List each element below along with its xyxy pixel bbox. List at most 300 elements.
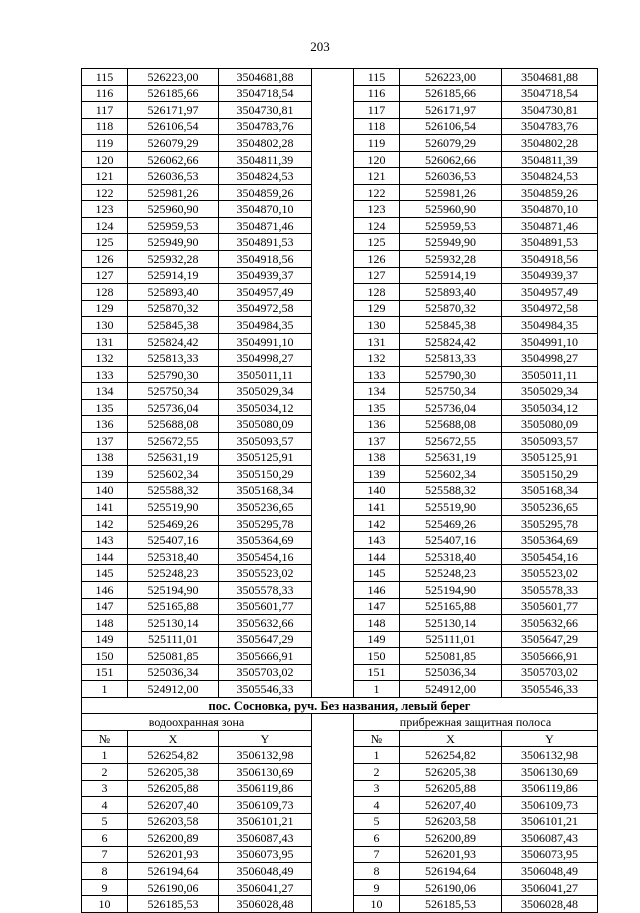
right-coord-y: 3506119,86 [502,780,598,797]
table-row [82,383,598,400]
right-coord-x: 525602,34 [400,466,502,483]
left-point-number: 132 [82,350,128,367]
table-row [82,284,598,301]
left-coord-x: 524912,00 [128,681,219,698]
right-point-number: 123 [354,201,400,218]
left-point-number: 9 [82,879,128,896]
gap-cell [312,466,354,483]
right-coord-x: 526203,58 [400,813,502,830]
left-coord-x: 525981,26 [128,184,219,201]
gap-cell [312,631,354,648]
gap-cell [312,416,354,433]
section-title: пос. Сосновка, руч. Без названия, левый берег [82,697,598,714]
right-point-number: 136 [354,416,400,433]
right-point-number: 5 [354,813,400,830]
gap-cell [312,284,354,301]
left-coord-y: 3506109,73 [219,797,312,814]
right-point-number: 118 [354,118,400,135]
left-point-number: 122 [82,184,128,201]
right-coord-x: 525914,19 [400,267,502,284]
left-point-number: 126 [82,251,128,268]
left-point-number: 116 [82,85,128,102]
right-coord-y: 3505029,34 [502,383,598,400]
right-coord-x: 526171,97 [400,102,502,119]
left-point-number: 5 [82,813,128,830]
right-col-x-header: X [400,730,502,747]
right-coord-x: 525750,34 [400,383,502,400]
gap-cell [312,648,354,665]
left-point-number: 1 [82,681,128,698]
table-row [82,681,598,698]
right-coord-y: 3504730,81 [502,102,598,119]
right-coord-y: 3504859,26 [502,184,598,201]
left-coord-x: 525588,32 [128,482,219,499]
left-coord-x: 525318,40 [128,548,219,565]
left-point-number: 142 [82,515,128,532]
right-coord-x: 525631,19 [400,449,502,466]
left-coord-y: 3505703,02 [219,664,312,681]
table-row [82,466,598,483]
table-row [82,763,598,780]
left-coord-x: 525949,90 [128,234,219,251]
right-coord-x: 525790,30 [400,366,502,383]
right-coord-x: 525407,16 [400,532,502,549]
right-coord-y: 3505150,29 [502,466,598,483]
gap-cell [312,383,354,400]
right-coord-y: 3506132,98 [502,747,598,764]
right-coord-y: 3505364,69 [502,532,598,549]
gap-cell [312,896,354,913]
table-row [82,135,598,152]
left-coord-x: 525688,08 [128,416,219,433]
table-row [82,615,598,632]
gap-cell [312,333,354,350]
table-row [82,201,598,218]
left-coord-y: 3505150,29 [219,466,312,483]
coordinates-table-body-1 [82,69,598,698]
right-point-number: 147 [354,598,400,615]
right-coord-x: 526223,00 [400,69,502,86]
right-point-number: 145 [354,565,400,582]
right-coord-y: 3504802,28 [502,135,598,152]
right-coord-x: 525813,33 [400,350,502,367]
left-coord-y: 3505011,11 [219,366,312,383]
left-coord-y: 3505168,34 [219,482,312,499]
left-point-number: 7 [82,846,128,863]
right-coord-y: 3505523,02 [502,565,598,582]
right-coord-x: 525111,01 [400,631,502,648]
table-row [82,581,598,598]
right-coord-x: 526200,89 [400,830,502,847]
left-point-number: 118 [82,118,128,135]
right-coord-x: 526106,54 [400,118,502,135]
right-coord-y: 3505647,29 [502,631,598,648]
left-coord-y: 3504783,76 [219,118,312,135]
right-coord-y: 3504991,10 [502,333,598,350]
left-point-number: 149 [82,631,128,648]
gap-cell [312,532,354,549]
right-point-number: 1 [354,681,400,698]
table-row [82,532,598,549]
left-point-number: 1 [82,747,128,764]
right-point-number: 9 [354,879,400,896]
left-coord-y: 3505546,33 [219,681,312,698]
left-coord-y: 3506132,98 [219,747,312,764]
right-coord-y: 3504984,35 [502,317,598,334]
right-coord-x: 524912,00 [400,681,502,698]
table-row [82,449,598,466]
gap-cell [312,515,354,532]
right-coord-x: 526079,29 [400,135,502,152]
left-point-number: 117 [82,102,128,119]
right-coord-x: 526194,64 [400,863,502,880]
right-point-number: 122 [354,184,400,201]
table-row [82,416,598,433]
gap-cell [312,581,354,598]
left-coord-x: 525672,55 [128,433,219,450]
left-coord-y: 3506073,95 [219,846,312,863]
left-point-number: 141 [82,499,128,516]
table-row [82,217,598,234]
right-point-number: 149 [354,631,400,648]
left-coord-y: 3505632,66 [219,615,312,632]
left-coord-y: 3505666,91 [219,648,312,665]
right-point-number: 143 [354,532,400,549]
gap-cell [312,399,354,416]
right-coord-y: 3504939,37 [502,267,598,284]
left-coord-y: 3504871,46 [219,217,312,234]
column-header-row [82,730,598,747]
left-point-number: 120 [82,151,128,168]
left-point-number: 10 [82,896,128,913]
left-coord-y: 3505523,02 [219,565,312,582]
right-point-number: 130 [354,317,400,334]
table-row [82,846,598,863]
coordinates-table-body-2 [82,697,598,912]
right-coord-y: 3506028,48 [502,896,598,913]
left-coord-x: 525165,88 [128,598,219,615]
right-coord-x: 525130,14 [400,615,502,632]
right-point-number: 132 [354,350,400,367]
right-coord-y: 3506041,27 [502,879,598,896]
right-coord-y: 3505168,34 [502,482,598,499]
right-coord-x: 525165,88 [400,598,502,615]
left-coord-x: 526203,58 [128,813,219,830]
left-coord-x: 526194,64 [128,863,219,880]
left-coord-x: 526254,82 [128,747,219,764]
left-point-number: 139 [82,466,128,483]
right-point-number: 139 [354,466,400,483]
gap-cell [312,747,354,764]
left-coord-y: 3504939,37 [219,267,312,284]
gap-cell [312,730,354,747]
left-point-number: 150 [82,648,128,665]
table-row [82,598,598,615]
left-coord-y: 3505080,09 [219,416,312,433]
right-coord-x: 525959,53 [400,217,502,234]
gap-cell [312,664,354,681]
left-coord-x: 526079,29 [128,135,219,152]
left-point-number: 8 [82,863,128,880]
right-point-number: 116 [354,85,400,102]
left-point-number: 148 [82,615,128,632]
table-row [82,830,598,847]
section-title-row [82,697,598,714]
left-coord-y: 3505029,34 [219,383,312,400]
left-coord-x: 526223,00 [128,69,219,86]
left-coord-y: 3504918,56 [219,251,312,268]
table-row [82,664,598,681]
left-coord-x: 526200,89 [128,830,219,847]
gap-cell [312,184,354,201]
right-point-number: 121 [354,168,400,185]
gap-cell [312,433,354,450]
right-coord-y: 3504998,27 [502,350,598,367]
left-coord-x: 525248,23 [128,565,219,582]
left-coord-x: 525130,14 [128,615,219,632]
right-point-number: 150 [354,648,400,665]
table-row [82,234,598,251]
right-coord-y: 3504811,39 [502,151,598,168]
right-coord-x: 525194,90 [400,581,502,598]
left-coord-y: 3505647,29 [219,631,312,648]
table-row [82,350,598,367]
left-coord-y: 3505578,33 [219,581,312,598]
right-col-y-header: Y [502,730,598,747]
table-row [82,184,598,201]
left-point-number: 138 [82,449,128,466]
right-point-number: 125 [354,234,400,251]
right-coord-y: 3505011,11 [502,366,598,383]
left-point-number: 146 [82,581,128,598]
table-row [82,499,598,516]
zone-header-row [82,714,598,731]
left-coord-x: 525824,42 [128,333,219,350]
gap-cell [312,251,354,268]
table-row [82,433,598,450]
right-coord-y: 3505236,65 [502,499,598,516]
left-coord-x: 526190,06 [128,879,219,896]
left-coord-x: 525194,90 [128,581,219,598]
right-coord-x: 525893,40 [400,284,502,301]
right-coord-x: 525469,26 [400,515,502,532]
gap-cell [312,317,354,334]
left-coord-x: 526185,53 [128,896,219,913]
left-coord-y: 3505364,69 [219,532,312,549]
table-row [82,879,598,896]
table-row [82,482,598,499]
table-row [82,399,598,416]
right-coord-y: 3506087,43 [502,830,598,847]
right-point-number: 6 [354,830,400,847]
left-coord-x: 526205,88 [128,780,219,797]
right-coord-x: 525981,26 [400,184,502,201]
right-coord-x: 525949,90 [400,234,502,251]
right-point-number: 8 [354,863,400,880]
left-coord-x: 526036,53 [128,168,219,185]
gap-cell [312,69,354,86]
gap-cell [312,366,354,383]
right-point-number: 142 [354,515,400,532]
left-point-number: 133 [82,366,128,383]
right-coord-y: 3504824,53 [502,168,598,185]
left-coord-x: 526205,38 [128,763,219,780]
gap-cell [312,217,354,234]
gap-cell [312,863,354,880]
gap-cell [312,135,354,152]
right-coord-x: 525736,04 [400,399,502,416]
left-coord-x: 525750,34 [128,383,219,400]
table-row [82,780,598,797]
table-row [82,631,598,648]
left-zone-header: водоохранная зона [82,714,312,731]
left-point-number: 135 [82,399,128,416]
right-coord-y: 3506130,69 [502,763,598,780]
right-coord-y: 3505578,33 [502,581,598,598]
left-coord-y: 3505236,65 [219,499,312,516]
right-coord-x: 526201,93 [400,846,502,863]
right-coord-y: 3504891,53 [502,234,598,251]
left-point-number: 125 [82,234,128,251]
table-row [82,515,598,532]
gap-cell [312,846,354,863]
left-coord-y: 3504972,58 [219,300,312,317]
gap-cell [312,548,354,565]
right-point-number: 148 [354,615,400,632]
gap-cell [312,201,354,218]
left-coord-x: 525407,16 [128,532,219,549]
left-coord-x: 526207,40 [128,797,219,814]
left-coord-y: 3506041,27 [219,879,312,896]
right-coord-y: 3504871,46 [502,217,598,234]
right-coord-x: 525870,32 [400,300,502,317]
right-point-number: 126 [354,251,400,268]
left-point-number: 144 [82,548,128,565]
left-point-number: 3 [82,780,128,797]
right-point-number: 127 [354,267,400,284]
left-coord-y: 3504681,88 [219,69,312,86]
right-coord-y: 3506073,95 [502,846,598,863]
left-coord-x: 525959,53 [128,217,219,234]
right-coord-x: 525688,08 [400,416,502,433]
left-coord-y: 3505034,12 [219,399,312,416]
left-coord-y: 3506087,43 [219,830,312,847]
left-coord-y: 3504730,81 [219,102,312,119]
table-row [82,168,598,185]
left-point-number: 128 [82,284,128,301]
gap-cell [312,267,354,284]
right-point-number: 124 [354,217,400,234]
left-coord-x: 525736,04 [128,399,219,416]
table-row [82,333,598,350]
left-coord-x: 525036,34 [128,664,219,681]
right-point-number: 2 [354,763,400,780]
right-point-number: 137 [354,433,400,450]
left-coord-x: 525893,40 [128,284,219,301]
left-col-y-header: Y [219,730,312,747]
gap-cell [312,168,354,185]
left-coord-x: 525932,28 [128,251,219,268]
left-coord-x: 526185,66 [128,85,219,102]
right-coord-x: 526254,82 [400,747,502,764]
left-coord-y: 3504998,27 [219,350,312,367]
right-zone-header: прибрежная защитная полоса [354,714,598,731]
right-coord-x: 525960,90 [400,201,502,218]
gap-cell [312,763,354,780]
gap-cell [312,797,354,814]
left-coord-y: 3506119,86 [219,780,312,797]
right-point-number: 129 [354,300,400,317]
right-coord-x: 525036,34 [400,664,502,681]
left-point-number: 6 [82,830,128,847]
gap-cell [312,234,354,251]
gap-cell [312,565,354,582]
left-col-no-header: № [82,730,128,747]
right-coord-x: 526036,53 [400,168,502,185]
table-row [82,118,598,135]
right-coord-y: 3506048,49 [502,863,598,880]
table-row [82,548,598,565]
coordinates-table [81,68,598,913]
left-coord-y: 3506048,49 [219,863,312,880]
left-point-number: 127 [82,267,128,284]
gap-cell [312,85,354,102]
gap-cell [312,499,354,516]
table-row [82,300,598,317]
right-point-number: 134 [354,383,400,400]
left-point-number: 123 [82,201,128,218]
right-coord-x: 526185,53 [400,896,502,913]
right-coord-y: 3505632,66 [502,615,598,632]
left-coord-y: 3504824,53 [219,168,312,185]
right-point-number: 138 [354,449,400,466]
right-coord-x: 526207,40 [400,797,502,814]
left-point-number: 2 [82,763,128,780]
right-coord-y: 3504957,49 [502,284,598,301]
right-coord-y: 3504783,76 [502,118,598,135]
right-coord-x: 526062,66 [400,151,502,168]
right-point-number: 3 [354,780,400,797]
right-coord-y: 3506101,21 [502,813,598,830]
right-point-number: 119 [354,135,400,152]
right-point-number: 1 [354,747,400,764]
right-point-number: 141 [354,499,400,516]
right-coord-x: 525824,42 [400,333,502,350]
right-point-number: 4 [354,797,400,814]
gap-cell [312,879,354,896]
left-coord-y: 3506028,48 [219,896,312,913]
right-coord-y: 3505601,77 [502,598,598,615]
left-point-number: 121 [82,168,128,185]
left-point-number: 119 [82,135,128,152]
table-row [82,366,598,383]
right-coord-y: 3505295,78 [502,515,598,532]
gap-cell [312,615,354,632]
right-coord-y: 3504718,54 [502,85,598,102]
left-coord-x: 525914,19 [128,267,219,284]
right-coord-x: 525672,55 [400,433,502,450]
left-coord-x: 525111,01 [128,631,219,648]
right-coord-x: 525318,40 [400,548,502,565]
left-coord-y: 3504891,53 [219,234,312,251]
left-point-number: 129 [82,300,128,317]
table-row [82,863,598,880]
right-coord-y: 3505034,12 [502,399,598,416]
right-point-number: 128 [354,284,400,301]
right-coord-x: 525845,38 [400,317,502,334]
gap-cell [312,102,354,119]
right-point-number: 131 [354,333,400,350]
